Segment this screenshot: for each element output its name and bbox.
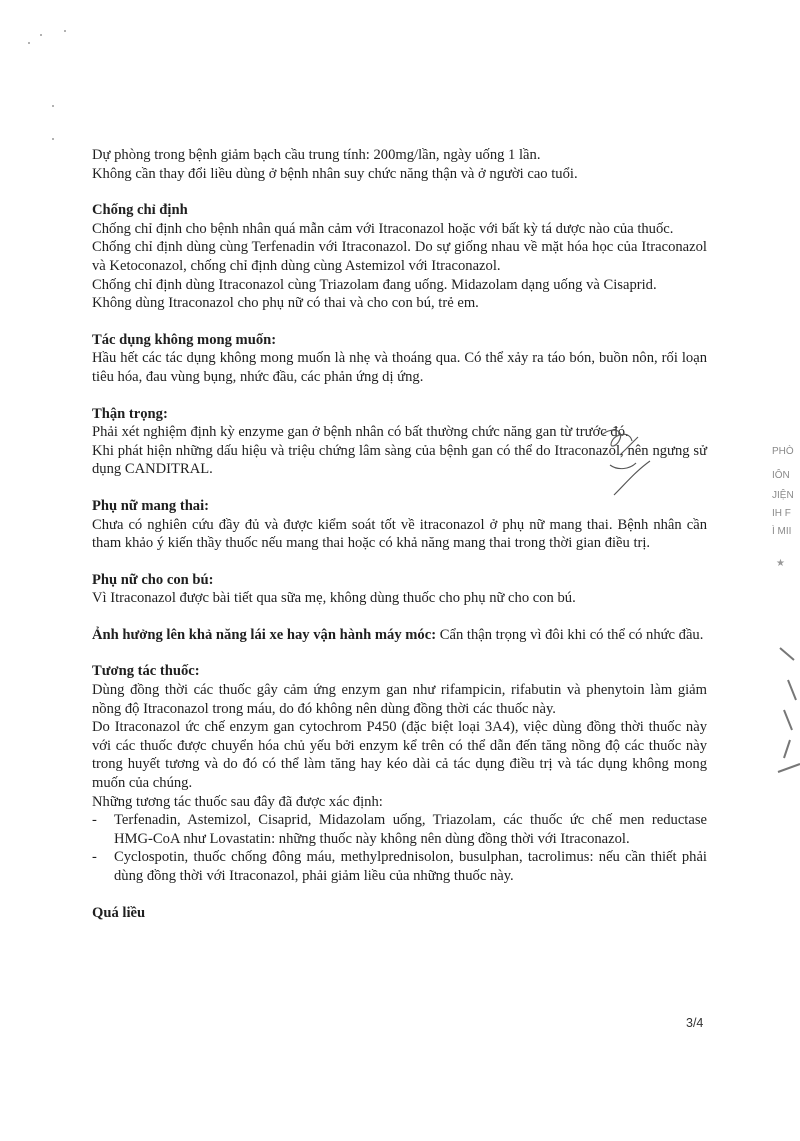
- section-driving: [92, 626, 707, 645]
- list-item: [92, 848, 707, 885]
- section-heading: Chống chỉ định: [92, 202, 188, 219]
- document-body: [92, 146, 707, 922]
- scan-speck: [52, 105, 54, 107]
- page-number: 3/4: [686, 1016, 704, 1030]
- section-heading: Tác dụng không mong muốn:: [92, 331, 277, 348]
- section-breastfeeding: [92, 571, 707, 608]
- paragraph: Dùng đồng thời các thuốc gây cảm ứng enzym gan như rifampicin, rifabutin và phenytoin làm giảm nồng độ Itraconazol trong máu, do đó không nên dùng đồng thời các thuốc này.: [92, 682, 707, 717]
- interaction-list: [92, 811, 707, 885]
- bullet-dash: -: [92, 812, 97, 829]
- paragraph: Khi phát hiện những dấu hiệu và triệu chứng lâm sàng của bệnh gan có thể do Itraconazol, nên ngưng sử dụng CANDITRAL.: [92, 442, 707, 478]
- stamp-fragment: IÔN: [772, 470, 790, 481]
- section-overdose: [92, 904, 707, 923]
- paragraph: Chống chỉ định dùng Itraconazol cùng Triazolam đang uống. Midazolam dạng uống và Cisaprid.: [92, 276, 657, 293]
- section-heading: Ảnh hưởng lên khả năng lái xe hay vận hành máy móc:: [92, 626, 437, 643]
- svg-text:★: ★: [776, 558, 785, 569]
- section-contraindications: [92, 201, 707, 313]
- paragraph: Vì Itraconazol được bài tiết qua sữa mẹ, không dùng thuốc cho phụ nữ cho con bú.: [92, 590, 576, 607]
- paragraph: Do Itraconazol ức chế enzym gan cytochrom P450 (đặc biệt loại 3A4), việc dùng đồng thời thuốc này với các thuốc được chuyển hóa chủ yếu bởi enzym kể trên có thể dẫn đến tăng nồng độ các thuốc này trong huyết tương và do đó có thể làm tăng hay kéo dài cả tác dụng điều trị và tác dụng không mong muốn của chúng.: [92, 719, 707, 792]
- paragraph: Hầu hết các tác dụng không mong muốn là nhẹ và thoáng qua. Có thể xảy ra táo bón, buồn nôn, rối loạn tiêu hóa, đau vùng bụng, nhức đầu, các phản ứng dị ứng.: [92, 350, 707, 385]
- paragraph: Chống chỉ định cho bệnh nhân quá mẫn cảm với Itraconazol hoặc với bất kỳ tá dược nào của thuốc.: [92, 220, 674, 237]
- stamp-edge-mark: [772, 558, 800, 840]
- scan-speck: [40, 34, 42, 36]
- paragraph: Chưa có nghiên cứu đầy đủ và được kiểm soát tốt về itraconazol ở phụ nữ mang thai. Bệnh nhân cần tham khảo ý kiến thầy thuốc nếu mang thai hoặc có khả năng mang thai trong thời gian điều trị.: [92, 516, 707, 552]
- section-interactions: [92, 662, 707, 885]
- section-heading: Tương tác thuốc:: [92, 663, 200, 680]
- intro-line: Dự phòng trong bệnh giảm bạch cầu trung tính: 200mg/lần, ngày uống 1 lần.: [92, 147, 541, 163]
- section-side-effects: [92, 331, 707, 387]
- paragraph: [92, 626, 707, 645]
- section-heading: Phụ nữ mang thai:: [92, 497, 210, 514]
- stamp-fragment: Ì MII: [772, 526, 792, 537]
- scan-speck: [28, 42, 30, 44]
- intro-line: Không cần thay đổi liều dùng ở bệnh nhân suy chức năng thận và ở người cao tuổi.: [92, 165, 578, 182]
- section-pregnancy: [92, 497, 707, 553]
- list-item-text: Cyclospotin, thuốc chống đông máu, methylprednisolon, busulphan, tacrolimus: nếu cần thiết phải dùng đồng thời với Itraconazol, phải giảm liều của những thuốc này.: [114, 849, 707, 884]
- paragraph: Chống chỉ định dùng cùng Terfenadin với Itraconazol. Do sự giống nhau về mặt hóa học của Itraconazol và Ketoconazol, chống chỉ định dùng cùng Astemizol với Itraconazol.: [92, 239, 707, 274]
- scan-speck: [64, 30, 66, 32]
- paragraph: Phải xét nghiệm định kỳ enzyme gan ở bệnh nhân có bất thường chức năng gan từ trước đó.: [92, 424, 629, 441]
- list-item-text: Terfenadin, Astemizol, Cisaprid, Midazolam uống, Triazolam, các thuốc ức chế men reductase HMG-CoA như Lovastatin: những thuốc này không nên dùng đồng thời với Itraconazol.: [114, 812, 707, 847]
- stamp-fragment: IH F: [772, 508, 791, 519]
- section-heading: Thận trọng:: [92, 405, 168, 422]
- signature-scribble: [590, 425, 670, 500]
- driving-text: Cẩn thận trọng vì đôi khi có thể có nhức đầu.: [436, 626, 704, 643]
- paragraph: Những tương tác thuốc sau đây đã được xác định:: [92, 793, 383, 810]
- section-heading: Phụ nữ cho con bú:: [92, 571, 214, 588]
- bullet-dash: -: [92, 849, 97, 866]
- scan-speck: [52, 138, 54, 140]
- stamp-fragment: PHÒ: [772, 446, 794, 457]
- paragraph: Không dùng Itraconazol cho phụ nữ có thai và cho con bú, trẻ em.: [92, 295, 479, 312]
- section-heading: Quá liều: [92, 904, 146, 921]
- stamp-fragment: JIỆN: [772, 490, 794, 501]
- list-item: [92, 811, 707, 848]
